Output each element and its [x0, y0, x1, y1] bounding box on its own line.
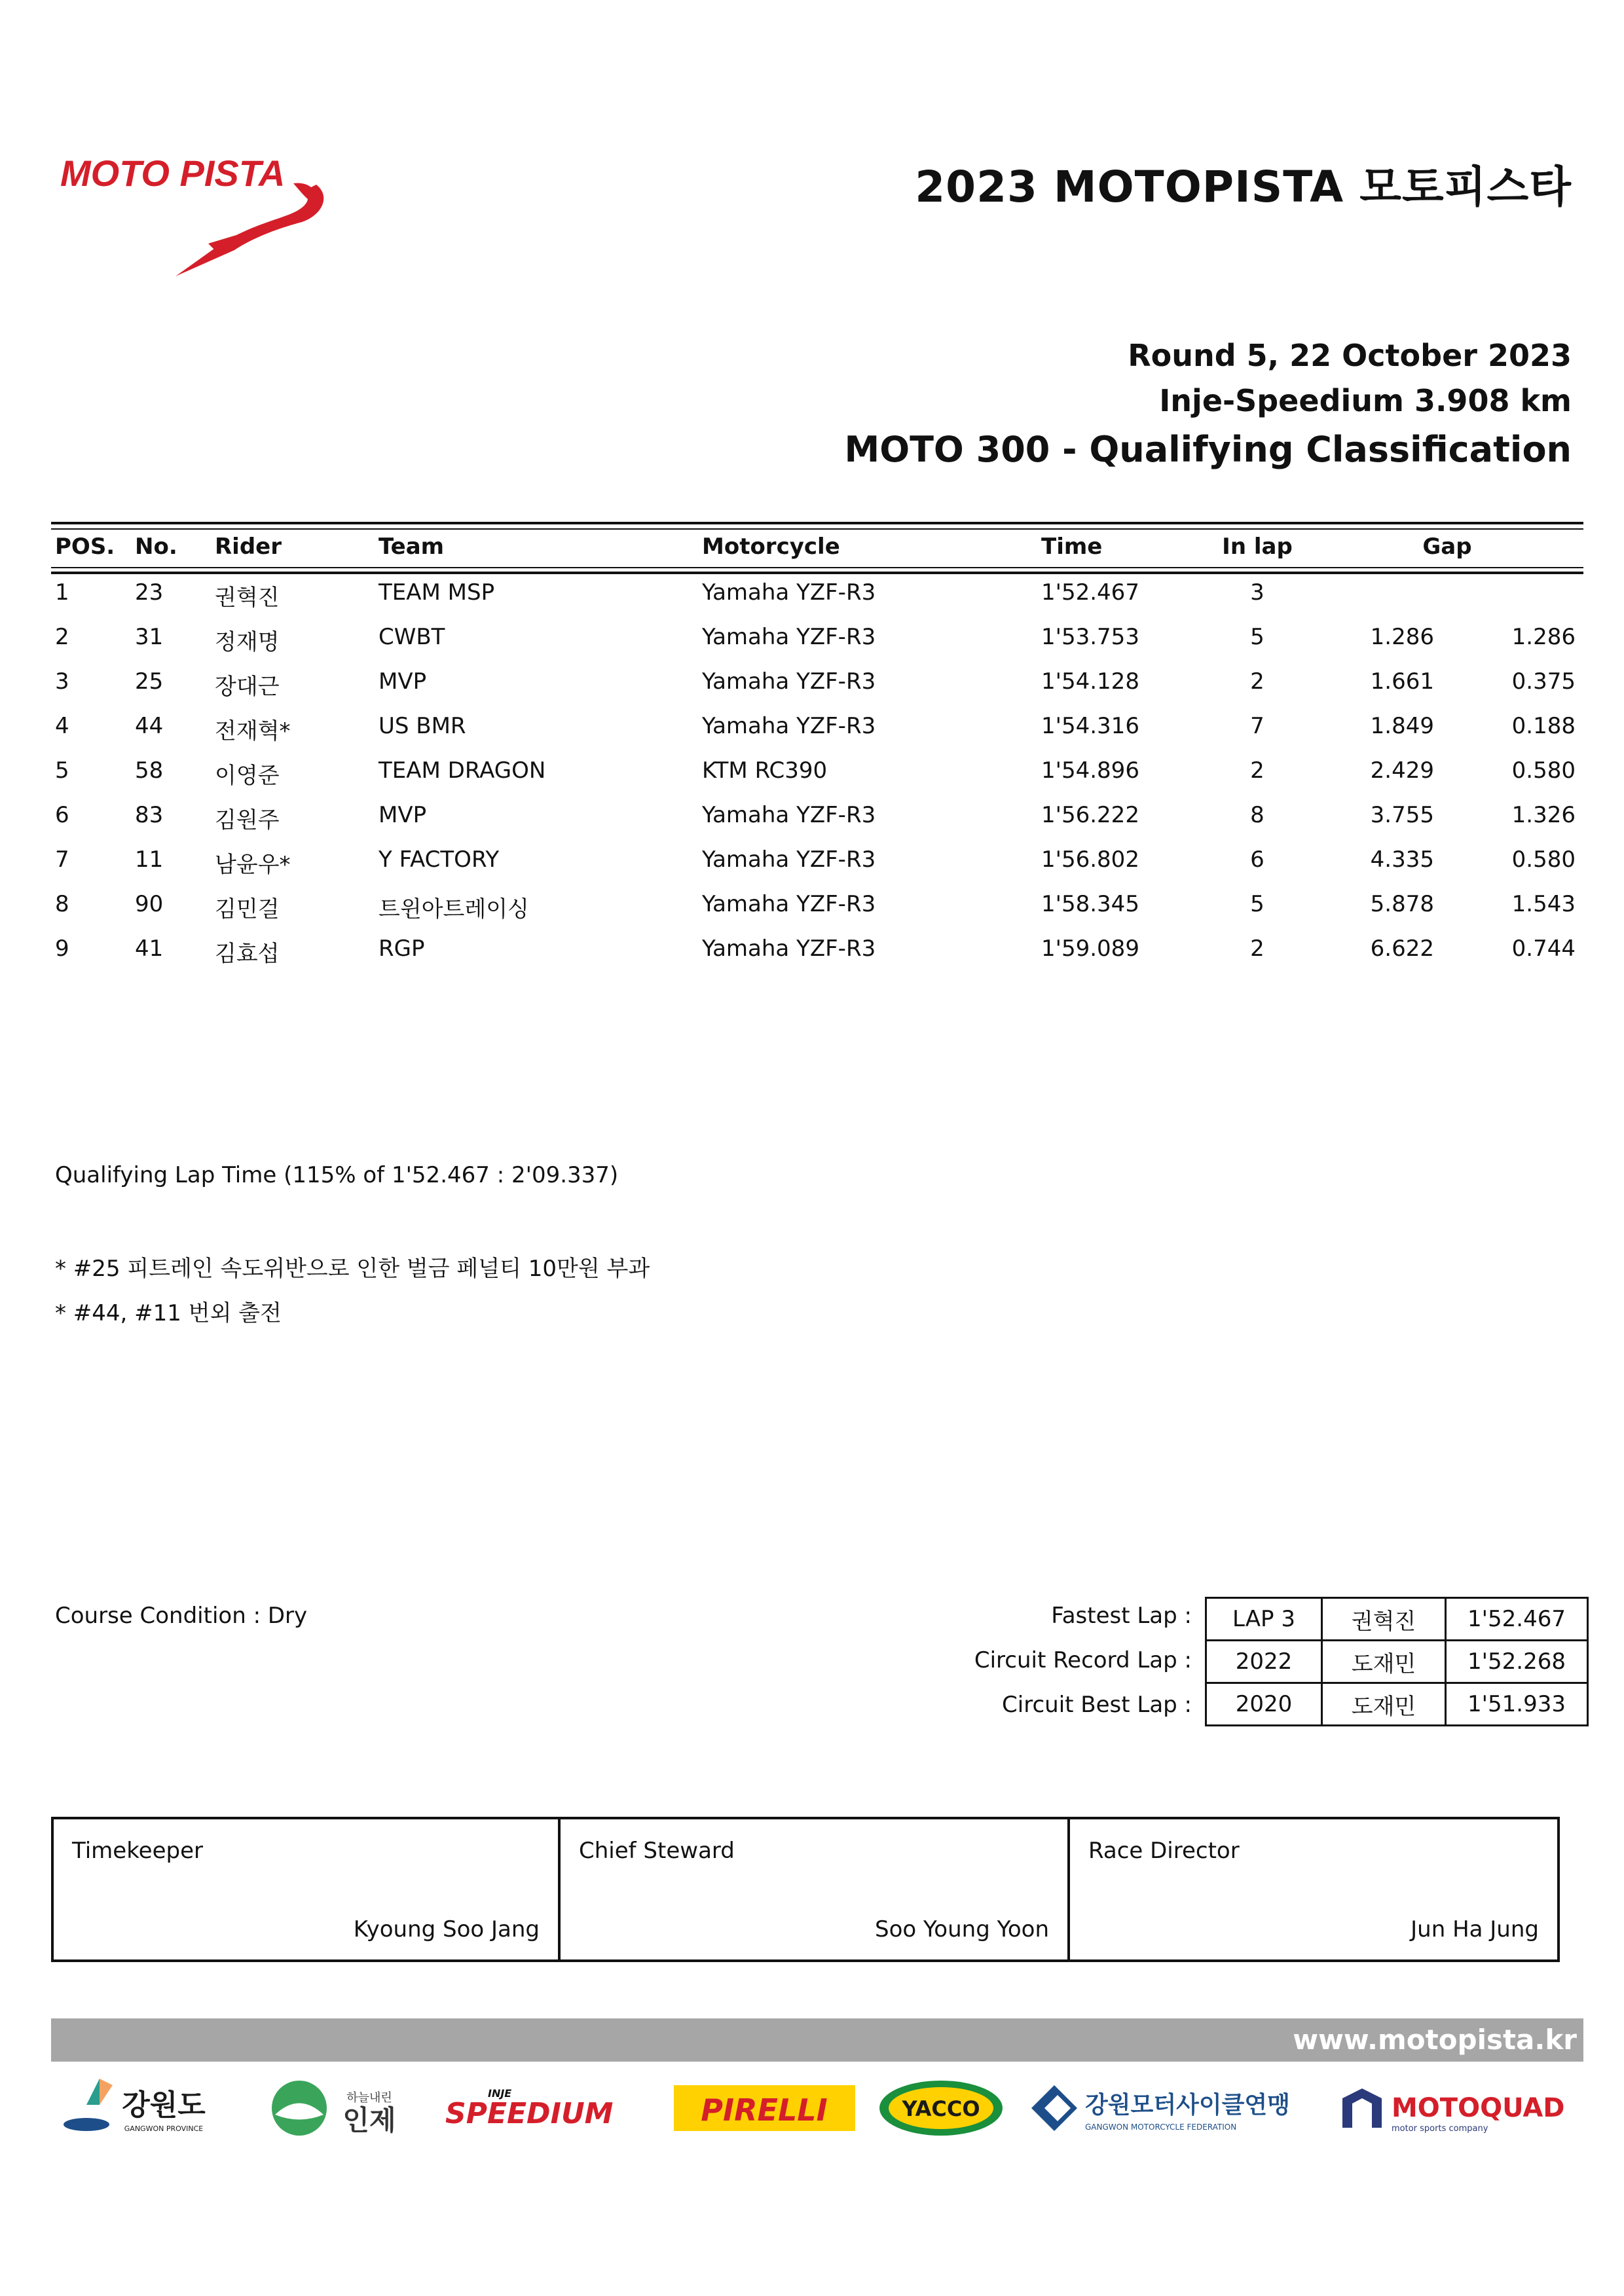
table-header-rule-thin: [51, 567, 1583, 568]
cell-gap-previous: 0.375: [1511, 668, 1576, 695]
record-rider: 도재민: [1322, 1641, 1446, 1683]
cell-gap: 6.622: [1370, 936, 1434, 962]
record-time: 1'51.933: [1446, 1683, 1588, 1726]
gangwon-motorcycle-federation-logo: [1025, 2079, 1313, 2138]
cell-inlap: 3: [1250, 579, 1264, 606]
motoquad-logo: [1336, 2079, 1572, 2138]
inje-logo: [270, 2079, 411, 2138]
cell-no: 41: [135, 936, 164, 962]
yacco-logo: [877, 2079, 1005, 2138]
circuit-record-lap-row: [1206, 1641, 1588, 1683]
website-link[interactable]: www.motopista.kr: [1293, 2024, 1577, 2056]
record-time: 1'52.268: [1446, 1641, 1588, 1683]
cell-gap-previous: 1.543: [1511, 891, 1576, 917]
cell-pos: 5: [55, 757, 69, 784]
circuit-best-lap-row: [1206, 1683, 1588, 1726]
cell-time: 1'59.089: [1041, 936, 1139, 962]
cell-motorcycle: Yamaha YZF-R3: [702, 668, 876, 695]
qualifying-lap-time-note: Qualifying Lap Time (115% of 1'52.467 : 2'09.337): [55, 1162, 619, 1188]
cell-gap-previous: 0.580: [1511, 757, 1576, 784]
svg-text:motor sports company: motor sports company: [1392, 2124, 1488, 2134]
cell-pos: 6: [55, 802, 69, 828]
cell-rider: 이영준: [215, 763, 280, 789]
cell-team: Y FACTORY: [378, 847, 500, 873]
cell-rider: 남윤우*: [215, 852, 291, 878]
cell-motorcycle: Yamaha YZF-R3: [702, 579, 876, 606]
cell-inlap: 8: [1250, 802, 1264, 828]
col-header-motorcycle: Motorcycle: [702, 534, 840, 560]
fastest-lap-label: Fastest Lap :: [1051, 1603, 1192, 1629]
col-header-pos: POS.: [55, 534, 115, 560]
cell-inlap: 5: [1250, 891, 1264, 917]
cell-gap: 2.429: [1370, 757, 1434, 784]
cell-team: US BMR: [378, 713, 466, 739]
cell-time: 1'53.753: [1041, 624, 1139, 650]
signature-name: Soo Young Yoon: [875, 1916, 1049, 1942]
cell-rider: 장대근: [215, 674, 280, 700]
cell-gap: 3.755: [1370, 802, 1434, 828]
cell-gap-previous: 0.744: [1511, 936, 1576, 962]
svg-text:강원모터사이클연맹: 강원모터사이클연맹: [1085, 2092, 1290, 2119]
circuit-record-lap-label: Circuit Record Lap :: [974, 1647, 1192, 1673]
cell-inlap: 2: [1250, 936, 1264, 962]
cell-gap-previous: 1.326: [1511, 802, 1576, 828]
cell-no: 23: [135, 579, 164, 606]
cell-no: 90: [135, 891, 164, 917]
svg-text:GANGWON PROVINCE: GANGWON PROVINCE: [124, 2124, 204, 2133]
col-header-inlap: In lap: [1222, 534, 1293, 560]
session-title: MOTO 300 - Qualifying Classification: [844, 429, 1572, 470]
cell-no: 44: [135, 713, 164, 739]
svg-text:INJE: INJE: [488, 2087, 512, 2100]
cell-gap-previous: 1.286: [1511, 624, 1576, 650]
circuit-best-lap-label: Circuit Best Lap :: [1002, 1692, 1192, 1718]
cell-inlap: 6: [1250, 847, 1264, 873]
motopista-logo: [58, 145, 333, 276]
guest-entry-note: * #44, #11 번외 출전: [55, 1300, 282, 1326]
table-header-rule: [51, 572, 1583, 574]
cell-team: CWBT: [378, 624, 445, 650]
cell-rider: 김원주: [215, 807, 280, 833]
cell-team: MVP: [378, 802, 427, 828]
cell-no: 31: [135, 624, 164, 650]
cell-no: 83: [135, 802, 164, 828]
cell-time: 1'56.222: [1041, 802, 1139, 828]
gangwon-province-logo: [60, 2079, 250, 2138]
record-time: 1'52.467: [1446, 1598, 1588, 1641]
cell-rider: 김효섭: [215, 941, 280, 967]
table-top-rule-thin: [51, 528, 1583, 530]
cell-time: 1'54.128: [1041, 668, 1139, 695]
footer-banner: [51, 2018, 1583, 2062]
cell-inlap: 2: [1250, 668, 1264, 695]
svg-text:PIRELLI: PIRELLI: [701, 2092, 828, 2128]
course-condition: Course Condition : Dry: [55, 1603, 308, 1629]
record-rider: 권혁진: [1322, 1598, 1446, 1641]
cell-inlap: 5: [1250, 624, 1264, 650]
cell-no: 58: [135, 757, 164, 784]
penalty-note: * #25 피트레인 속도위반으로 인한 벌금 페널티 10만원 부과: [55, 1256, 650, 1282]
cell-motorcycle: Yamaha YZF-R3: [702, 802, 876, 828]
round-date: Round 5, 22 October 2023: [1128, 338, 1572, 373]
cell-motorcycle: Yamaha YZF-R3: [702, 847, 876, 873]
cell-motorcycle: KTM RC390: [702, 757, 828, 784]
cell-team: 트윈아트레이싱: [378, 896, 529, 922]
cell-time: 1'56.802: [1041, 847, 1139, 873]
records-table: [1205, 1597, 1589, 1726]
signature-role: Timekeeper: [72, 1838, 203, 1864]
svg-text:GANGWON MOTORCYCLE FEDERATION: GANGWON MOTORCYCLE FEDERATION: [1085, 2123, 1237, 2132]
cell-no: 25: [135, 668, 164, 695]
cell-gap-previous: 0.188: [1511, 713, 1576, 739]
cell-time: 1'58.345: [1041, 891, 1139, 917]
cell-no: 11: [135, 847, 164, 873]
cell-team: RGP: [378, 936, 425, 962]
fastest-lap-row: [1206, 1598, 1588, 1641]
cell-motorcycle: Yamaha YZF-R3: [702, 713, 876, 739]
cell-time: 1'54.896: [1041, 757, 1139, 784]
cell-inlap: 7: [1250, 713, 1264, 739]
cell-gap: 1.849: [1370, 713, 1434, 739]
record-lap: 2022: [1206, 1641, 1322, 1683]
cell-rider: 정재명: [215, 629, 280, 655]
svg-text:YACCO: YACCO: [902, 2096, 980, 2121]
record-lap: LAP 3: [1206, 1598, 1322, 1641]
svg-text:MOTOQUAD: MOTOQUAD: [1392, 2093, 1565, 2123]
table-top-rule: [51, 522, 1583, 524]
cell-rider: 권혁진: [215, 585, 280, 611]
circuit-info: Inje-Speedium 3.908 km: [1159, 383, 1572, 418]
cell-pos: 1: [55, 579, 69, 606]
record-rider: 도재민: [1322, 1683, 1446, 1726]
inje-speedium-logo: [432, 2079, 648, 2138]
record-lap: 2020: [1206, 1683, 1322, 1726]
cell-pos: 9: [55, 936, 69, 962]
cell-pos: 4: [55, 713, 69, 739]
cell-pos: 3: [55, 668, 69, 695]
pirelli-logo: [671, 2079, 858, 2138]
cell-rider: 전재혁*: [215, 718, 291, 744]
signature-name: Kyoung Soo Jang: [353, 1916, 540, 1942]
cell-gap: 5.878: [1370, 891, 1434, 917]
cell-time: 1'54.316: [1041, 713, 1139, 739]
page-title: 2023 MOTOPISTA 모토피스타: [915, 162, 1572, 212]
svg-text:SPEEDIUM: SPEEDIUM: [445, 2097, 614, 2130]
cell-gap: 1.661: [1370, 668, 1434, 695]
svg-text:하늘내린: 하늘내린: [346, 2091, 392, 2105]
cell-pos: 8: [55, 891, 69, 917]
svg-text:인제: 인제: [342, 2104, 396, 2136]
svg-text:강원도: 강원도: [122, 2088, 206, 2122]
signature-role: Chief Steward: [579, 1838, 735, 1864]
cell-team: MVP: [378, 668, 427, 695]
signature-role: Race Director: [1088, 1838, 1240, 1864]
cell-inlap: 2: [1250, 757, 1264, 784]
col-header-gap: Gap: [1422, 534, 1472, 560]
cell-pos: 7: [55, 847, 69, 873]
col-header-time: Time: [1041, 534, 1103, 560]
col-header-team: Team: [378, 534, 445, 560]
cell-rider: 김민걸: [215, 896, 280, 922]
cell-pos: 2: [55, 624, 69, 650]
cell-team: TEAM DRAGON: [378, 757, 546, 784]
cell-gap: 1.286: [1370, 624, 1434, 650]
logo-text: MOTO PISTA: [60, 153, 286, 194]
col-header-rider: Rider: [215, 534, 282, 560]
cell-motorcycle: Yamaha YZF-R3: [702, 891, 876, 917]
signature-name: Jun Ha Jung: [1411, 1916, 1539, 1942]
cell-team: TEAM MSP: [378, 579, 495, 606]
cell-gap: 4.335: [1370, 847, 1434, 873]
race-director-box: [1067, 1817, 1560, 1962]
cell-gap-previous: 0.580: [1511, 847, 1576, 873]
chief-steward-box: [558, 1817, 1070, 1962]
timekeeper-box: [51, 1817, 561, 1962]
col-header-no: No.: [135, 534, 177, 560]
cell-motorcycle: Yamaha YZF-R3: [702, 624, 876, 650]
cell-motorcycle: Yamaha YZF-R3: [702, 936, 876, 962]
cell-time: 1'52.467: [1041, 579, 1139, 606]
